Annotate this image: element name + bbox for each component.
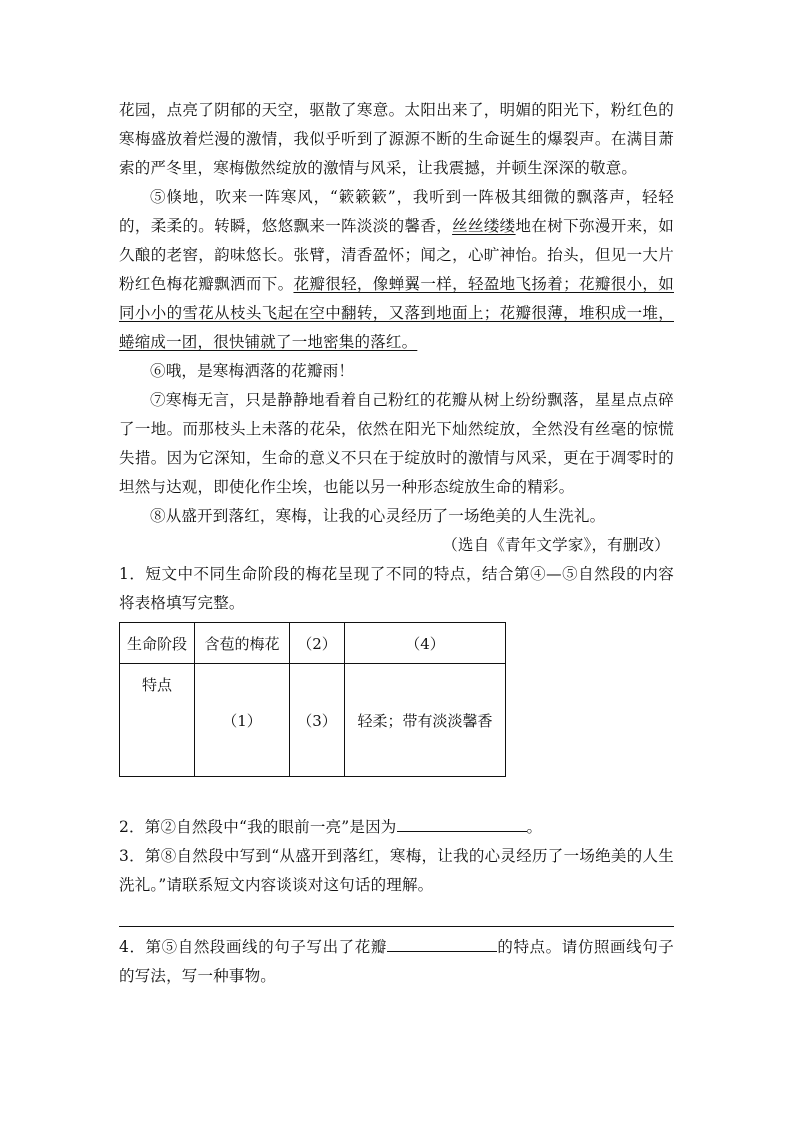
answer-table <box>119 622 506 777</box>
document-page <box>119 96 674 991</box>
table-cell: （1） <box>195 664 290 777</box>
table-cell: 特点 <box>120 664 195 777</box>
table-cell: 轻柔；带有淡淡馨香 <box>345 664 506 777</box>
source-note: （选自《青年文学家》，有删改） <box>442 536 670 554</box>
paragraph-6: ⑥哦，是寒梅洒落的花瓣雨！ <box>150 362 355 380</box>
paragraph-7: ⑦寒梅无言，只是静静地看着自己粉红的花瓣从树上纷纷飘落，星星点点碎了一地。而那枝头上未落的花朵，依然在阳光下灿然绽放，全然没有丝毫的惊慌失措。因为它深知，生命的意义不只在于绽放时的激情与风采，更在于凋零时的坦然与达观，即使化作尘埃，也能以另一种形态绽放生命的精彩。 <box>119 391 674 496</box>
question-4-text: 4．第⑤自然段画线的句子写出了花瓣 <box>119 938 387 956</box>
table-cell: （4） <box>345 623 506 664</box>
underlined-sentence-petals: 花瓣很轻，像蝉翼一样，轻盈地飞扬着；花瓣很小，如同小小的雪花从枝头飞起在空中翻转，又落到地面上；花瓣很薄，堆积成一堆，蜷缩成一团，很快铺就了一地密集的落红。 <box>119 275 674 351</box>
table-cell: 生命阶段 <box>120 623 195 664</box>
question-4-end: 的特点。请仿照画线句子的写法，写一种事物。 <box>119 938 675 985</box>
table-row <box>120 623 506 664</box>
table-cell: （2） <box>290 623 345 664</box>
question-2 <box>119 813 674 842</box>
question-4 <box>119 933 674 991</box>
table-cell: 含苞的梅花 <box>195 623 290 664</box>
question-2-end: 。 <box>526 818 543 836</box>
question-3: 3．第⑧自然段中写到“从盛开到落红，寒梅，让我的心灵经历了一场绝美的人生洗礼。”请联系短文内容谈谈对这句话的理解。 <box>119 847 674 894</box>
paragraph-8: ⑧从盛开到落红，寒梅，让我的心灵经历了一场绝美的人生洗礼。 <box>150 507 606 525</box>
paragraph-5-part-a: ⑤倏地，吹来一阵寒风，“簌簌簌”，我听到一阵极其细微的飘落声，轻轻的，柔柔的。转瞬，悠悠飘来一阵淡淡的馨香， <box>119 188 674 235</box>
paragraph-5-part-c: 地在树下弥漫开来，如久酿的老窖，韵味悠长。张臂，清香盈怀；闻之，心旷神怡。抬头，但见一大片粉红色梅花瓣飘洒而下。 <box>119 217 674 293</box>
paragraph-4-continued: 花园，点亮了阴郁的天空，驱散了寒意。太阳出来了，明媚的阳光下，粉红色的寒梅盛放着烂漫的激情，我似乎听到了源源不断的生命诞生的爆裂声。在满目萧索的严冬里，寒梅傲然绽放的激情与风采，让我震撼，并顿生深深的敬意。 <box>119 101 674 177</box>
table-row <box>120 664 506 777</box>
paragraph-5 <box>119 183 674 357</box>
answer-line[interactable] <box>119 900 674 927</box>
answer-blank[interactable] <box>397 815 527 832</box>
question-2-text: 2．第②自然段中“我的眼前一亮”是因为 <box>119 818 397 836</box>
table-cell: （3） <box>290 664 345 777</box>
question-1: 1．短文中不同生命阶段的梅花呈现了不同的特点，结合第④—⑤自然段的内容将表格填写完整。 <box>119 565 674 612</box>
answer-blank[interactable] <box>387 935 497 952</box>
underlined-phrase-silk: 丝丝缕缕 <box>452 217 516 235</box>
